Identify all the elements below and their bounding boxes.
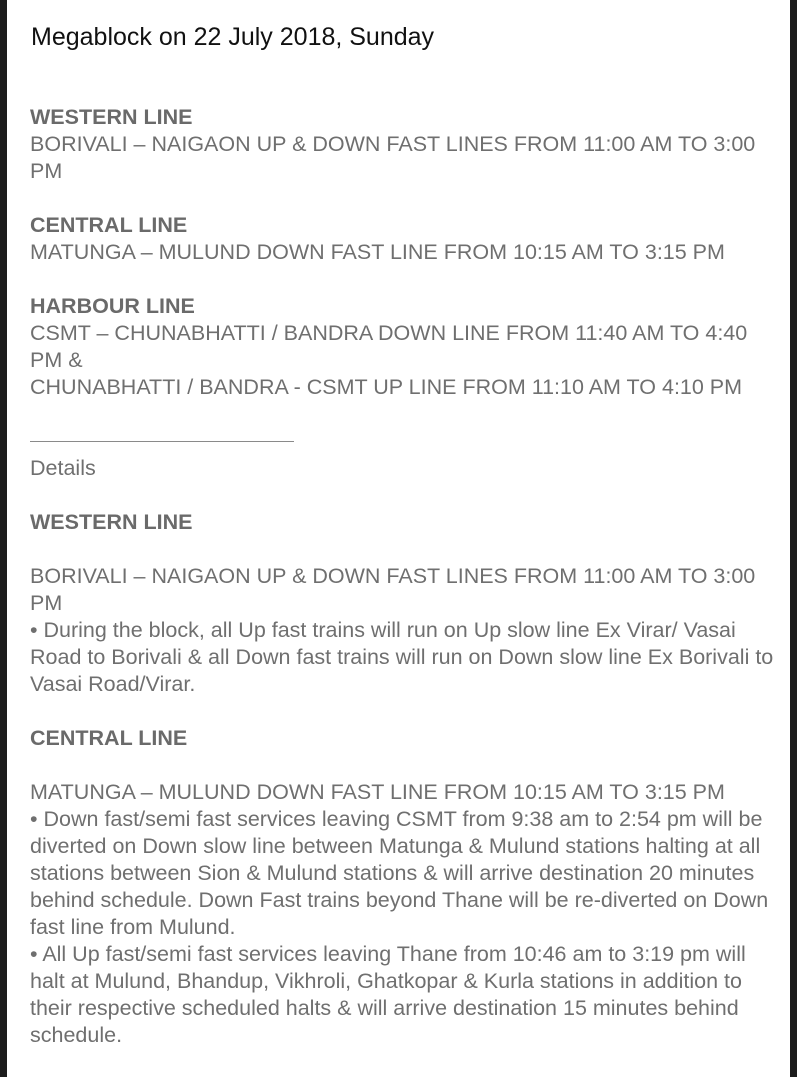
summary-western-heading: WESTERN LINE bbox=[30, 105, 193, 129]
page-title: Megablock on 22 July 2018, Sunday bbox=[31, 23, 435, 51]
spacer bbox=[30, 536, 775, 563]
details-central-heading: CENTRAL LINE bbox=[30, 726, 188, 750]
details-central-bullet: • All Up fast/semi fast services leaving Thane from 10:46 am to 3:19 pm will halt at Mulund, Bhandup, Vikhroli, Ghatkopar & Kurla stations in addition to their respective scheduled halts & will arrive destination 15 minutes behind schedule. bbox=[30, 942, 746, 1047]
article-page bbox=[7, 0, 790, 1077]
divider bbox=[30, 441, 294, 442]
summary-central-text: MATUNGA – MULUND DOWN FAST LINE FROM 10:15 AM TO 3:15 PM bbox=[30, 240, 725, 264]
details-central-block: MATUNGA – MULUND DOWN FAST LINE FROM 10:15 AM TO 3:15 PM bbox=[30, 780, 725, 804]
summary-harbour-line-1: CSMT – CHUNABHATTI / BANDRA DOWN LINE FROM 11:40 AM TO 4:40 PM & bbox=[30, 321, 748, 372]
spacer bbox=[30, 401, 775, 428]
spacer bbox=[30, 266, 775, 293]
summary-central-heading: CENTRAL LINE bbox=[30, 213, 188, 237]
article-body bbox=[30, 104, 775, 1049]
details-western-bullet: • During the block, all Up fast trains will run on Up slow line Ex Virar/ Vasai Road to Borivali & all Down fast trains will run on Down slow line Ex Borivali to Vasai Road/Virar. bbox=[30, 618, 774, 696]
spacer bbox=[30, 752, 775, 779]
details-label: Details bbox=[30, 456, 96, 480]
details-central-bullet: • Down fast/semi fast services leaving CSMT from 9:38 am to 2:54 pm will be diverted on Down slow line between Matunga & Mulund stations halting at all stations between Sion & Mulund stations & will arrive destination 20 minutes behind schedule. Down Fast trains beyond Thane will be re-diverted on Down fast line from Mulund. bbox=[30, 807, 769, 939]
summary-harbour-heading: HARBOUR LINE bbox=[30, 294, 195, 318]
spacer bbox=[30, 185, 775, 212]
details-western-heading: WESTERN LINE bbox=[30, 510, 193, 534]
spacer bbox=[30, 482, 775, 509]
summary-western-text: BORIVALI – NAIGAON UP & DOWN FAST LINES FROM 11:00 AM TO 3:00 PM bbox=[30, 132, 756, 183]
details-western-block: BORIVALI – NAIGAON UP & DOWN FAST LINES FROM 11:00 AM TO 3:00 PM bbox=[30, 564, 756, 615]
summary-harbour-line-2: CHUNABHATTI / BANDRA - CSMT UP LINE FROM 11:10 AM TO 4:10 PM bbox=[30, 375, 743, 399]
spacer bbox=[30, 698, 775, 725]
